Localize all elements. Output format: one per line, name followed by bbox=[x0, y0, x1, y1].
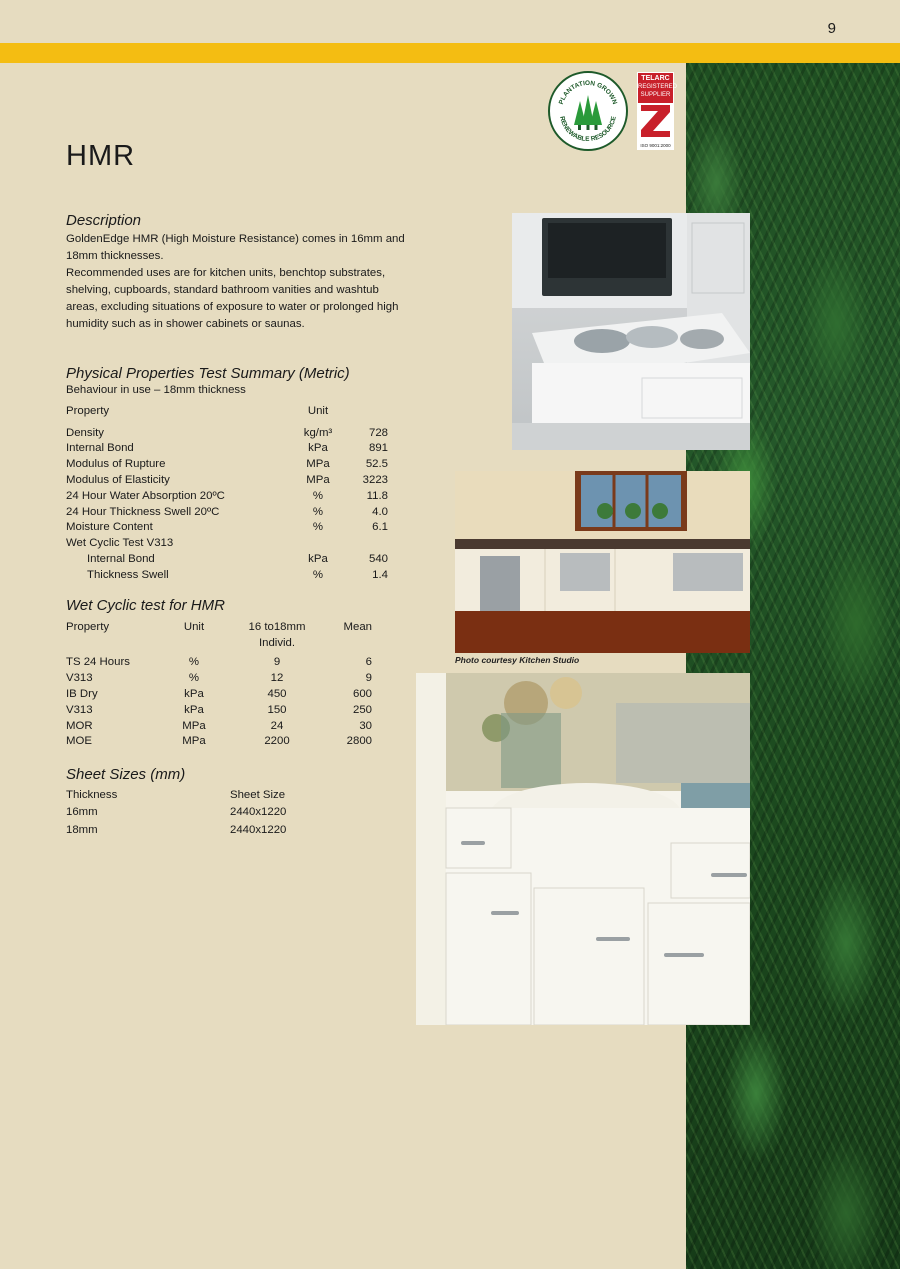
size-cell: 2440x1220 bbox=[230, 806, 287, 819]
photo-caption: Photo courtesy Kitchen Studio bbox=[455, 655, 580, 665]
kitchen-photo bbox=[455, 471, 750, 653]
telarc-registered: REGISTERED bbox=[638, 84, 678, 90]
property-cell: V313 bbox=[66, 703, 93, 716]
size-cell: 2440x1220 bbox=[230, 823, 287, 836]
col-sheet-size: Sheet Size bbox=[230, 788, 286, 801]
value-cell: 3223 bbox=[362, 474, 388, 487]
individ-cell: 24 bbox=[270, 719, 284, 732]
property-cell: 24 Hour Water Absorption 20ºC bbox=[66, 489, 225, 502]
table-row bbox=[66, 702, 372, 718]
thickness-cell: 18mm bbox=[66, 823, 98, 836]
value-cell: 1.4 bbox=[372, 568, 388, 581]
table-row bbox=[66, 456, 388, 472]
value-cell: 52.5 bbox=[365, 458, 388, 471]
property-cell: Wet Cyclic Test V313 bbox=[66, 537, 174, 550]
unit-cell: MPa bbox=[182, 719, 206, 732]
unit-cell: kPa bbox=[308, 553, 328, 566]
description-para-1: GoldenEdge HMR (High Moisture Resistance) comes in 16mm and 18mm thicknesses. bbox=[66, 233, 405, 262]
col-unit: Unit bbox=[183, 620, 205, 633]
table-row bbox=[66, 670, 372, 686]
table-header-row bbox=[66, 786, 330, 804]
value-cell: 540 bbox=[368, 553, 388, 566]
property-cell: TS 24 Hours bbox=[66, 656, 130, 669]
header-band bbox=[0, 43, 900, 63]
unit-cell: % bbox=[188, 672, 200, 685]
property-cell: MOR bbox=[66, 719, 93, 732]
table-row bbox=[66, 425, 388, 441]
col-individ-sub: Individ. bbox=[258, 636, 296, 649]
plantation-grown-logo bbox=[548, 71, 628, 151]
physical-heading: Physical Properties Test Summary (Metric) bbox=[66, 365, 350, 382]
wet-cyclic-heading: Wet Cyclic test for HMR bbox=[66, 597, 225, 614]
unit-cell: % bbox=[312, 489, 324, 502]
unit-cell: MPa bbox=[306, 458, 330, 471]
individ-cell: 12 bbox=[270, 672, 284, 685]
property-cell: 24 Hour Thickness Swell 20ºC bbox=[66, 505, 220, 518]
page-title: HMR bbox=[66, 140, 136, 172]
value-cell: 728 bbox=[368, 426, 388, 439]
table-row bbox=[66, 804, 330, 822]
col-unit: Unit bbox=[307, 404, 329, 417]
table-row bbox=[66, 551, 388, 567]
unit-cell bbox=[283, 535, 353, 551]
table-header-row bbox=[66, 403, 388, 419]
mean-cell: 600 bbox=[352, 688, 372, 701]
table-row bbox=[66, 441, 388, 457]
trees-icon bbox=[574, 95, 602, 130]
unit-cell: % bbox=[312, 521, 324, 534]
table-row bbox=[66, 718, 372, 734]
sheet-sizes-table bbox=[66, 786, 330, 839]
col-individ: 16 to18mm bbox=[248, 620, 306, 633]
sheet-sizes-heading: Sheet Sizes (mm) bbox=[66, 766, 186, 783]
telarc-logo bbox=[637, 72, 678, 150]
telarc-header bbox=[638, 73, 678, 103]
value-cell: 6.1 bbox=[372, 521, 388, 534]
unit-cell: kg/m³ bbox=[303, 426, 333, 439]
value-cell: 11.8 bbox=[366, 489, 388, 502]
unit-cell: kPa bbox=[184, 688, 204, 701]
individ-cell: 9 bbox=[273, 656, 281, 669]
table-row bbox=[66, 535, 388, 551]
table-row bbox=[66, 567, 388, 583]
physical-subheading: Behaviour in use – 18mm thickness bbox=[66, 384, 246, 396]
value-cell: 891 bbox=[368, 442, 388, 455]
oven-drawer-photo bbox=[512, 213, 750, 450]
description-body bbox=[66, 231, 411, 333]
iso-label: ISO 9001:2000 bbox=[640, 143, 671, 148]
property-cell: IB Dry bbox=[66, 688, 98, 701]
description-heading: Description bbox=[66, 212, 142, 229]
table-row bbox=[66, 488, 388, 504]
mean-cell: 30 bbox=[359, 719, 372, 732]
telarc-z-icon bbox=[639, 103, 672, 139]
unit-cell: % bbox=[188, 656, 200, 669]
telarc-name: TELARC bbox=[641, 75, 670, 82]
individ-cell: 2200 bbox=[264, 735, 290, 748]
thickness-cell: 16mm bbox=[66, 806, 98, 819]
value-cell bbox=[353, 535, 388, 551]
individ-cell: 450 bbox=[267, 688, 287, 701]
property-cell: Modulus of Rupture bbox=[66, 458, 166, 471]
bathroom-vanity-photo bbox=[416, 673, 750, 1025]
page-number: 9 bbox=[827, 20, 836, 37]
value-cell: 4.0 bbox=[372, 505, 388, 518]
property-cell: Moisture Content bbox=[66, 521, 153, 534]
col-mean: Mean bbox=[343, 620, 372, 633]
unit-cell: MPa bbox=[182, 735, 206, 748]
property-cell: Modulus of Elasticity bbox=[66, 474, 170, 487]
wet-cyclic-table bbox=[66, 619, 372, 749]
property-cell: MOE bbox=[66, 735, 92, 748]
col-property: Property bbox=[66, 404, 110, 417]
individ-cell: 150 bbox=[267, 703, 287, 716]
property-cell: Thickness Swell bbox=[87, 568, 169, 581]
mean-cell: 250 bbox=[352, 703, 372, 716]
unit-cell: % bbox=[312, 505, 324, 518]
property-cell: Density bbox=[66, 426, 104, 439]
table-row bbox=[66, 504, 388, 520]
table-row bbox=[66, 655, 372, 671]
unit-cell: kPa bbox=[184, 703, 204, 716]
table-row bbox=[66, 520, 388, 536]
telarc-supplier: SUPPLIER bbox=[640, 92, 671, 98]
property-cell: Internal Bond bbox=[66, 442, 134, 455]
table-row bbox=[66, 821, 330, 839]
table-row bbox=[66, 472, 388, 488]
unit-cell: kPa bbox=[308, 442, 328, 455]
description-para-2: Recommended uses are for kitchen units, benchtop substrates, shelving, cupboards, standard bathroom vanities and washtub areas, excluding situations of exposure to water or prolonged high humidity such as in shower cabinets or saunas. bbox=[66, 267, 399, 330]
mean-cell: 2800 bbox=[346, 735, 372, 748]
plantation-text-bottom: RENEWABLE RESOURCE bbox=[558, 115, 618, 144]
table-header-row-2 bbox=[66, 635, 372, 651]
col-thickness: Thickness bbox=[66, 788, 118, 801]
table-header-row bbox=[66, 619, 372, 635]
table-row bbox=[66, 734, 372, 750]
unit-cell: MPa bbox=[306, 474, 330, 487]
plantation-text-top: PLANTATION GROWN bbox=[557, 79, 619, 106]
mean-cell: 6 bbox=[365, 656, 372, 669]
unit-cell: % bbox=[312, 568, 324, 581]
table-row bbox=[66, 686, 372, 702]
property-cell: Internal Bond bbox=[87, 553, 155, 566]
mean-cell: 9 bbox=[365, 672, 372, 685]
physical-properties-table bbox=[66, 403, 388, 583]
col-property: Property bbox=[66, 620, 110, 633]
property-cell: V313 bbox=[66, 672, 93, 685]
